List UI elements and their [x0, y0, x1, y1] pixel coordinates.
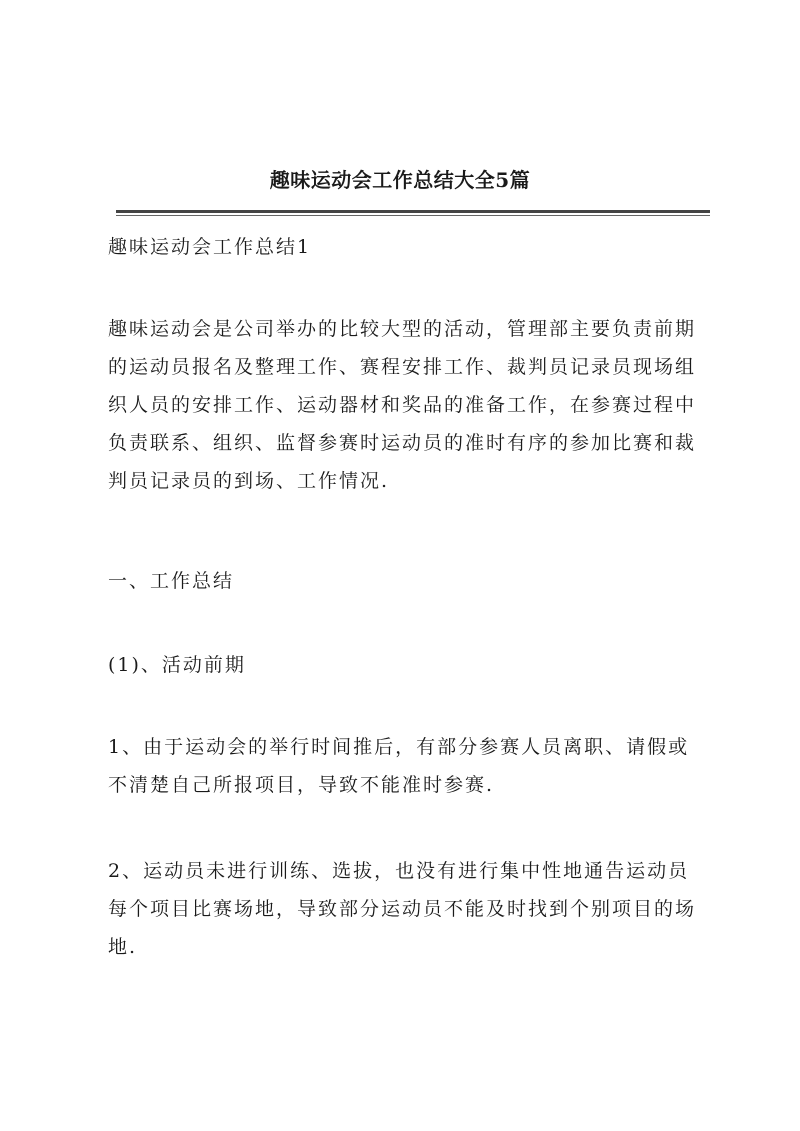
heading-work-summary: 一、工作总结 [108, 570, 235, 592]
subheading-early-stage: (1)、活动前期 [108, 654, 246, 676]
document-title: 趣味运动会工作总结大全5篇 [269, 168, 531, 192]
title-rule-thick [116, 210, 710, 213]
list-item: 2、运动员未进行训练、选拔，也没有进行集中性地通告运动员每个项目比赛场地，导致部分运动员不能及时找到个别项目的场地. [108, 860, 697, 958]
section-heading: 趣味运动会工作总结1 [108, 236, 312, 258]
list-item: 1、由于运动会的举行时间推后，有部分参赛人员离职、请假或不清楚自己所报项目，导致不能准时参赛. [108, 736, 690, 796]
title-rule-thin [116, 215, 710, 216]
intro-paragraph: 趣味运动会是公司举办的比较大型的活动，管理部主要负责前期的运动员报名及整理工作、赛程安排工作、裁判员记录员现场组织人员的安排工作、运动器材和奖品的准备工作，在参赛过程中负责联系、组织、监督参赛时运动员的准时有序的参加比赛和裁判员记录员的到场、工作情况. [108, 318, 697, 492]
